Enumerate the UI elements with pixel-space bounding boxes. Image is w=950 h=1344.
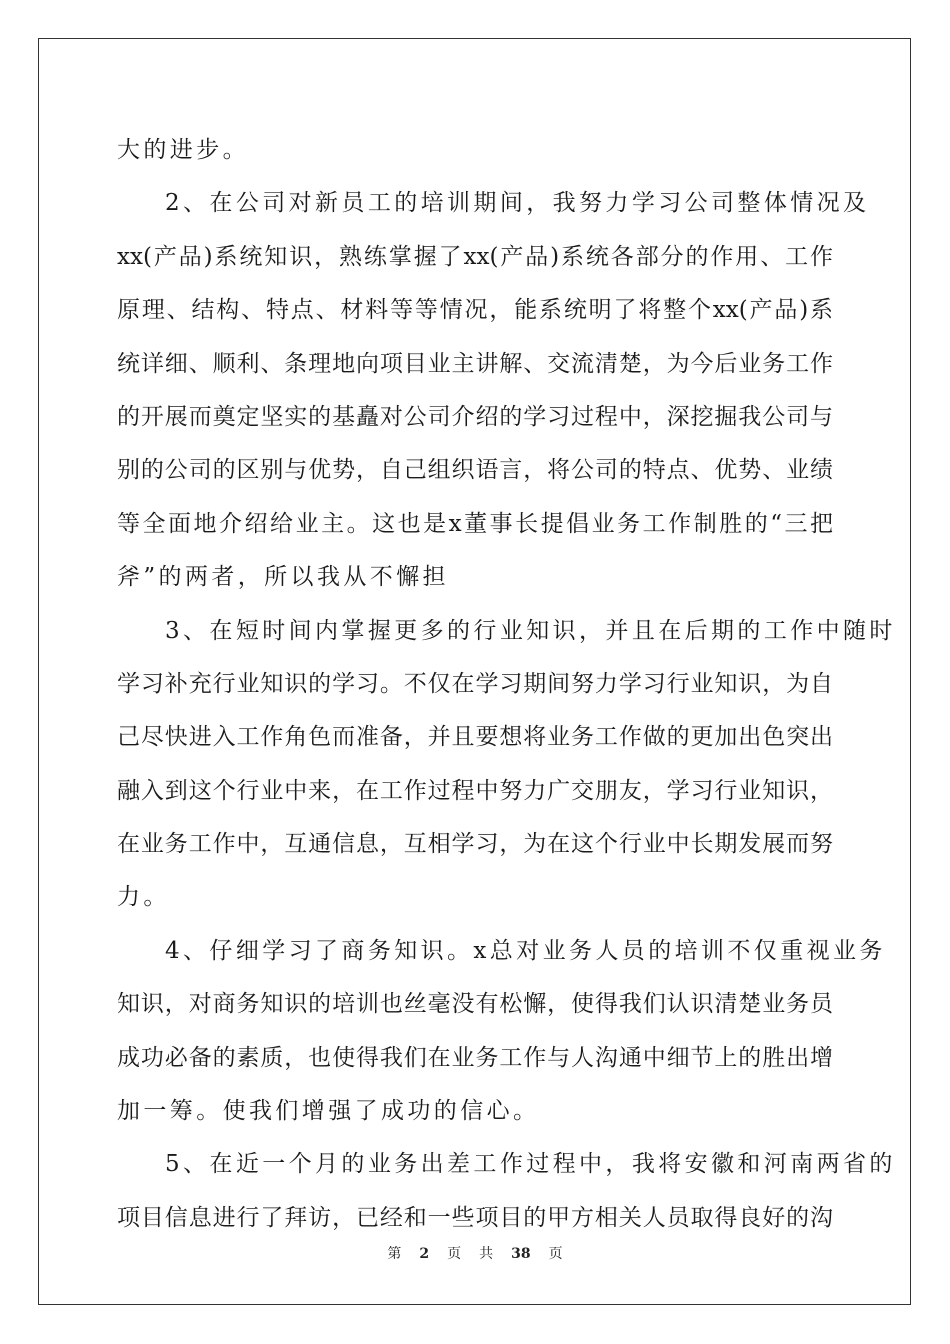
text-line: 力。 <box>117 884 170 911</box>
page-number: 2 <box>419 1246 430 1262</box>
text-line: 大的进步。 <box>117 137 249 163</box>
current-page-indicator <box>387 1246 461 1262</box>
page-footer <box>0 1243 950 1263</box>
total-pages-indicator <box>479 1246 562 1262</box>
text-line: 融入到这个行业中来，在工作过程中努力广交朋友，学习行业知识， <box>117 777 833 804</box>
text-line: 学习补充行业知识的学习。不仅在学习期间努力学习行业知识，为自 <box>117 670 833 697</box>
text-line: 己尽快进入工作角色而准备，并且要想将业务工作做的更加出色突出 <box>117 724 833 751</box>
paragraph-start-line: 2、在公司对新员工的培训期间，我努力学习公司整体情况及 <box>165 190 870 217</box>
document-body <box>117 128 896 1249</box>
text-line: 加一筹。使我们增强了成功的信心。 <box>117 1098 540 1125</box>
text-line: 等全面地介绍给业主。这也是x董事长提倡业务工作制胜的“三把 <box>117 510 833 537</box>
text-line: 知识，对商务知识的培训也丝毫没有松懈，使得我们认识清楚业务员 <box>117 991 833 1018</box>
total-pages: 38 <box>511 1246 531 1262</box>
text-line: 在业务工作中，互通信息，互相学习，为在这个行业中长期发展而努 <box>117 831 833 858</box>
text-line: 项目信息进行了拜访，已经和一些项目的甲方相关人员取得良好的沟 <box>117 1204 833 1231</box>
text-line: 成功必备的素质，也使得我们在业务工作与人沟通中细节上的胜出增 <box>117 1044 833 1071</box>
paragraph-start-line: 4、仔细学习了商务知识。x总对业务人员的培训不仅重视业务 <box>165 937 886 964</box>
page-prefix: 第 <box>387 1246 402 1262</box>
paragraph-start-line: 3、在短时间内掌握更多的行业知识，并且在后期的工作中随时 <box>165 617 896 644</box>
text-line: 的开展而奠定坚实的基矗对公司介绍的学习过程中，深挖掘我公司与 <box>117 403 833 430</box>
text-line: xx(产品)系统知识，熟练掌握了xx(产品)系统各部分的作用、工作 <box>117 243 833 270</box>
text-line: 斧”的两者，所以我从不懈担 <box>117 564 449 591</box>
text-line: 别的公司的区别与优势，自己组织语言，将公司的特点、优势、业绩 <box>117 457 833 484</box>
text-line: 原理、结构、特点、材料等等情况，能系统明了将整个xx(产品)系 <box>117 297 833 324</box>
page-suffix: 页 <box>447 1246 462 1262</box>
total-suffix: 页 <box>548 1246 563 1262</box>
paragraph-start-line: 5、在近一个月的业务出差工作过程中，我将安徽和河南两省的 <box>165 1151 896 1178</box>
total-prefix: 共 <box>479 1246 494 1262</box>
text-line: 统详细、顺利、条理地向项目业主讲解、交流清楚，为今后业务工作 <box>117 350 833 377</box>
